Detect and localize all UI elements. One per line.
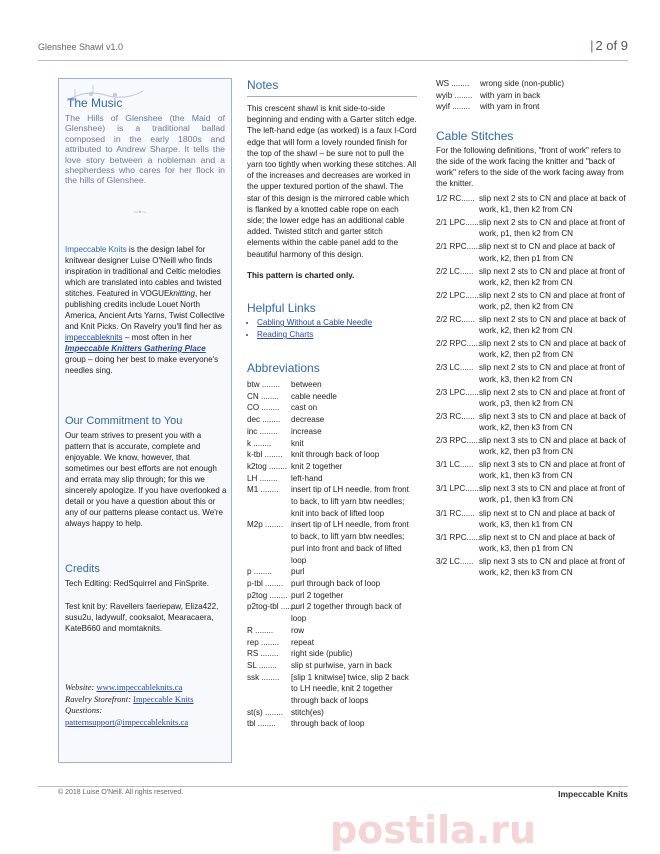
abbreviation-definition: stitch(es)	[291, 707, 324, 717]
cable-definition: slip next 3 sts to CN and place at front of work, p1, then k3 from CN	[479, 484, 625, 505]
abbreviation-term: k2tog ........	[247, 461, 288, 471]
abbreviation-definition: cable needle	[291, 391, 337, 401]
glossary-column	[436, 78, 632, 580]
glossary-term: WS ........	[436, 79, 470, 88]
link-reading-charts[interactable]: • Reading Charts	[257, 329, 417, 341]
cable-definition: slip next 2 sts to CN and place at front of work, p1, then k2 from CN	[479, 218, 625, 239]
abbreviation-row	[247, 402, 417, 414]
notes-text: This crescent shawl is knit side-to-side beginning and ending with a Garter stitch edge. The left-hand edge (as worked) is a faux I-Cord edge that will form a lovely rounded finish for the top of the shawl – be sure not to pull the yarn too tightly when working these stitches. All of the increases and decreases are worked in the upper textured portion of the shawl. The star of this design is the mirrored cable which is flanked by a knotted cable rope on each side; the lower edge has an additional cable added. Twisted stitch and garter stitch elements within the cable panel add to the beautiful harmony of this design.	[247, 104, 417, 259]
abbreviation-row	[247, 707, 417, 719]
cable-row	[436, 508, 632, 530]
abbreviation-term: p ........	[247, 567, 272, 577]
music-title: The Music	[67, 96, 123, 110]
cable-definition: slip next st to CN and place at back of work, k3, then k1 from CN	[479, 508, 615, 529]
cable-term: 2/1 LPC......	[436, 218, 479, 228]
abbreviations-title: Abbreviations	[247, 361, 320, 376]
abbreviation-definition: knit 2 together	[291, 461, 343, 471]
glossary-definition: wrong side (non-public)	[480, 79, 565, 88]
cable-row	[436, 459, 632, 481]
abbreviation-definition: [slip 1 knitwise] twice, slip 2 back to LH needle, knit 2 together through back of loops	[291, 672, 409, 706]
link-cabling[interactable]: • Cabling Without a Cable Needle	[257, 317, 417, 329]
cable-definition: slip next 2 sts to CN and place at back of work, k2, then p2 from CN	[479, 339, 626, 360]
cable-row	[436, 387, 632, 409]
helpful-links-list	[247, 317, 417, 341]
cable-row	[436, 532, 632, 554]
abbreviation-definition: knit	[291, 438, 304, 448]
ravelry-user-link[interactable]: impeccableknits	[65, 333, 123, 342]
abbreviation-row	[247, 660, 417, 672]
cable-term: 2/3 RPC......	[436, 435, 481, 445]
cable-definition: slip next 3 sts to CN and place at front of work, k2, then k3 from CN	[479, 556, 625, 578]
page-number: | 2 of 9	[590, 38, 628, 53]
designer-bio: Impeccable Knits is the design label for knitwear designer Luise O'Neill who finds inspiration in traditional and Celtic melodies which are translated into cables and twisted stitches. Featured in VOGUEknitting, her publishing credits include Louet North America, Ancient Arts Yarns, Twist Collective and Knit Picks. On Ravelry you'll find her as impeccableknits – most often in her Impeccable Knitters Gathering Place group – doing her best to make everyone's needles sing.	[65, 245, 225, 375]
abbreviation-term: st(s) ........	[247, 707, 283, 717]
cable-term: 2/2 RPC......	[436, 339, 481, 349]
abbreviation-row	[247, 449, 417, 461]
notes-column	[247, 78, 417, 730]
abbreviation-row	[247, 391, 417, 403]
abbreviation-term: k ........	[247, 438, 272, 448]
abbreviation-term: p-tbl ........	[247, 579, 283, 588]
cable-definition: slip next 3 sts to CN and place at back of work, k2, then p3 from CN	[479, 435, 626, 457]
cable-term: 2/3 LPC......	[436, 387, 479, 397]
abbreviation-definition: through back of loop	[291, 719, 365, 729]
abbreviation-definition: between	[291, 380, 322, 390]
watermark	[328, 810, 650, 850]
cable-definition: slip next 2 sts to CN and place at front of work, k2, then k2 from CN	[479, 266, 625, 287]
cable-term: 2/2 RC......	[436, 315, 475, 325]
abbreviation-definition: slip st purlwise, yarn in back	[291, 660, 392, 670]
abbreviation-term: inc ........	[247, 426, 278, 436]
page-footer	[38, 786, 628, 801]
helpful-links-title: Helpful Links	[247, 301, 316, 316]
notes-rule	[247, 96, 417, 97]
abbreviation-row	[247, 648, 417, 660]
divider-ornament: ~•~	[133, 207, 147, 217]
abbreviation-definition: right side (public)	[291, 649, 353, 659]
commitment-text: Our team strives to present you with a pattern that is accurate, complete and enjoyable. We know, however, that sometimes our best efforts are not enough and errata may slip through; for this we sincerely apologize. If you have overlooked a detail or you have a question about this or any of our patterns please contact us. We're always happy to help.	[65, 431, 227, 528]
credits-testers: Test knit by: Ravellers faeriepaw, Eliza422, susu2u, ladywulf, cooksalot, Mearacaera, KateB660 and momtaknits.	[65, 602, 219, 633]
glossary-row	[436, 101, 632, 113]
abbreviation-term: ssk ........	[247, 672, 280, 682]
abbreviation-row	[247, 637, 417, 649]
abbreviation-row	[247, 484, 417, 519]
music-text: The Hills of Glenshee (the Maid of Glenshee) is a traditional ballad composed in the early 1800s and attributed to Andrew Sharpe. It tells the love story between a nobleman and a shepherdess who cares for her flock in the hills of Glenshee.	[65, 113, 225, 186]
abbreviation-row	[247, 672, 417, 707]
cable-term: 3/2 LC......	[436, 556, 474, 566]
cable-term: 2/2 LC......	[436, 266, 474, 276]
abbreviation-term: SL ........	[247, 660, 277, 670]
abbreviation-definition: knit through back of loop	[291, 450, 380, 460]
storefront-link[interactable]: Impeccable Knits	[133, 693, 194, 704]
footer-brand: Impeccable Knits	[558, 789, 628, 799]
cable-definition: slip next 2 sts to CN and place at back of work, k2, then k2 from CN	[479, 315, 626, 336]
glossary-term: wyib ........	[436, 90, 473, 100]
cable-term: 2/2 LPC......	[436, 290, 479, 300]
cable-stitches-title: Cable Stitches	[436, 129, 514, 144]
website-link[interactable]: www.impeccableknits.ca	[96, 682, 183, 692]
cable-definition: slip next 2 sts to CN and place at front of work, p2, then k2 from CN	[479, 290, 625, 311]
cable-row	[436, 483, 632, 505]
cable-row	[436, 266, 632, 288]
abbreviation-definition: purl 2 together	[291, 590, 344, 600]
abbreviation-row	[247, 601, 417, 624]
cable-term: 3/1 RPC......	[436, 532, 481, 542]
abbreviation-term: RS ........	[247, 649, 279, 659]
abbreviation-row	[247, 578, 417, 590]
abbreviation-definition: increase	[291, 426, 322, 436]
abbreviation-row	[247, 519, 417, 566]
cable-definition: slip next 2 sts to CN and place at front of work, k3, then k2 from CN	[479, 363, 625, 384]
abbreviation-definition: purl	[291, 567, 305, 577]
page-header	[38, 40, 628, 61]
cable-term: 3/1 RC......	[436, 508, 475, 518]
cable-list	[436, 193, 632, 578]
contact-block: Website: www.impeccableknits.ca Ravelry Storefront: Impeccable Knits Questions: patternsupport@impeccableknits.ca	[65, 682, 194, 727]
group-link[interactable]: Impeccable Knitters Gathering Place	[65, 344, 206, 353]
abbreviation-definition: decrease	[291, 415, 325, 425]
abbreviation-term: btw ........	[247, 380, 280, 390]
abbreviation-term: p2tog-tbl ........	[247, 602, 299, 612]
cable-row	[436, 290, 632, 312]
cable-term: 2/3 RC......	[436, 411, 475, 421]
sidebar-box	[58, 78, 232, 763]
abbreviation-row	[247, 625, 417, 637]
cable-row	[436, 362, 632, 384]
abbreviation-term: CO ........	[247, 403, 280, 413]
watermark-text: postila.ru	[330, 808, 537, 852]
cable-row	[436, 556, 632, 578]
abbreviation-term: rep ........	[247, 637, 279, 647]
abbreviation-term: dec ........	[247, 415, 281, 425]
abbreviation-row	[247, 414, 417, 426]
abbreviation-definition: insert tip of LH needle, from front to back, to lift yarn btw needles; purl into front and back of lifted loop	[291, 520, 409, 565]
abbreviation-definition: repeat	[291, 637, 314, 647]
abbreviation-row	[247, 461, 417, 473]
cable-definition: slip next 2 sts to CN and place at back of work, k1, then k2 from CN	[479, 194, 626, 215]
abbreviation-row	[247, 473, 417, 485]
abbreviation-definition: purl 2 together through back of loop	[291, 602, 402, 624]
abbreviations-list	[247, 379, 417, 730]
cable-row	[436, 193, 632, 215]
abbreviation-row	[247, 426, 417, 438]
cable-definition: slip next st to CN and place at back of work, k2, then p1 from CN	[479, 242, 615, 263]
cable-row	[436, 411, 632, 433]
abbreviation-row	[247, 566, 417, 578]
copyright: © 2018 Luise O'Neill. All rights reserved.	[58, 789, 184, 796]
cable-term: 2/3 LC......	[436, 363, 474, 373]
abbreviation-definition: insert tip of LH needle, from front to back, to lift yarn btw needles; knit into back of lifted loop	[291, 485, 409, 518]
document-title: Glenshee Shawl v1.0	[38, 42, 124, 52]
abbreviation-term: M1 ........	[247, 485, 279, 495]
cable-row	[436, 338, 632, 360]
glossary-definition: with yarn in front	[480, 102, 540, 112]
credits-title: Credits	[65, 563, 100, 575]
cable-term: 3/1 LPC......	[436, 484, 479, 494]
abbreviation-definition: row	[291, 625, 305, 635]
commitment-title: Our Commitment to You	[65, 415, 183, 427]
cable-row	[436, 435, 632, 457]
charted-note: This pattern is charted only.	[247, 270, 355, 280]
abbreviation-definition: cast on	[291, 403, 318, 413]
cable-definition: slip next 3 sts to CN and place at front of work, k1, then k3 from CN	[479, 460, 625, 481]
glossary-continued	[436, 78, 632, 113]
cable-definition: slip next 3 sts to CN and place at back of work, k2, then k3 from CN	[479, 411, 626, 432]
cable-definition: slip next 2 sts to CN and place at front of work, p3, then k2 from CN	[479, 387, 625, 408]
cable-term: 1/2 RC......	[436, 194, 475, 204]
glossary-definition: with yarn in back	[480, 90, 541, 100]
cable-row	[436, 314, 632, 336]
cable-row	[436, 241, 632, 263]
glossary-term: wyif ........	[436, 102, 471, 112]
abbreviation-definition: left-hand	[291, 473, 323, 483]
cable-term: 3/1 LC......	[436, 460, 474, 470]
abbreviation-term: CN ........	[247, 391, 279, 401]
abbreviation-term: tbl ........	[247, 719, 276, 729]
abbreviation-row	[247, 718, 417, 730]
abbreviation-term: k-tbl ........	[247, 450, 283, 460]
notes-title: Notes	[247, 78, 279, 92]
glossary-row	[436, 90, 632, 102]
cable-row	[436, 217, 632, 239]
abbreviation-row	[247, 590, 417, 602]
credits-editing: Tech Editing: RedSquirrel and FinSprite.	[65, 579, 209, 588]
abbreviation-term: R ........	[247, 625, 274, 635]
glossary-row	[436, 78, 632, 90]
abbreviation-definition: purl through back of loop	[291, 579, 381, 588]
abbreviation-term: M2p ........	[247, 520, 283, 530]
cable-definition: slip next st to CN and place at back of work, k3, then p1 from CN	[479, 532, 615, 553]
abbreviation-term: p2tog ........	[247, 590, 288, 600]
abbreviation-term: LH ........	[247, 473, 278, 483]
cable-intro: For the following definitions, "front of work" refers to the side of the work facing the knitter and "back of work" refers to the side of the work facing away from the knitter.	[436, 146, 624, 189]
abbreviation-row	[247, 379, 417, 391]
email-link[interactable]: patternsupport@impeccableknits.ca	[65, 716, 189, 727]
abbreviation-row	[247, 438, 417, 450]
cable-term: 2/1 RPC......	[436, 242, 481, 252]
